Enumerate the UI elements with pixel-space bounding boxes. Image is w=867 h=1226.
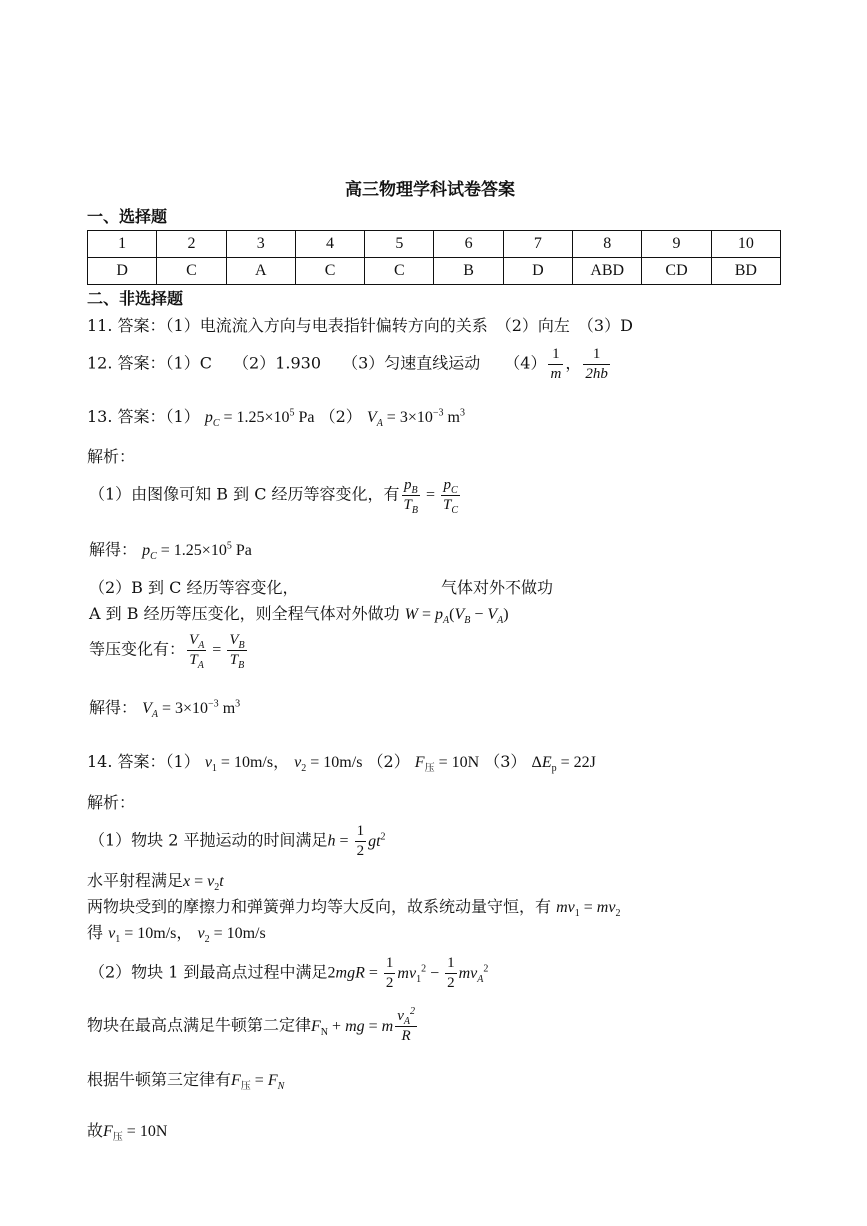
fraction-pb-over-tb: $\frac{p_B}{T_B}$ <box>403 477 418 516</box>
table-cell: D <box>88 258 157 285</box>
table-cell: 7 <box>503 231 572 258</box>
q13-line5: 等压变化有： $\frac{V_A}{T_A}$ = $\frac{V_B}{T_B}$ <box>89 632 245 671</box>
q14-analysis-label: 解析： <box>87 793 136 812</box>
formula-fpress: $F_压 = 10N$ <box>414 754 480 775</box>
q12-lead: 12. 答案：（1）C （2）1.930 （3）匀速直线运动 （4） <box>87 353 547 373</box>
formula-work: $W = p_A(V_B - V_A)$ <box>404 606 509 627</box>
q14-line7: 根据牛顿第三定律有$F_压 = F_N$ <box>87 1070 285 1093</box>
table-cell: ABD <box>573 258 642 285</box>
q14-line3: 两物块受到的摩擦力和弹簧弹力均等大反向，故系统动量守恒，有 $mv_1 = mv_2$ <box>87 897 621 920</box>
table-cell: 4 <box>295 231 364 258</box>
table-cell: 10 <box>711 231 780 258</box>
q14-line1: （1）物块 2 平抛运动的时间满足h = $\frac{1}{2}$ $gt^2$ <box>89 823 386 859</box>
q13-line4: A 到 B 经历等压变化，则全程气体对外做功 $W = p_A(V_B - V_A)$ <box>89 604 509 627</box>
fraction-vb-over-tb: $\frac{V_B}{T_B}$ <box>229 632 245 671</box>
q14-line8: 故$F_压 = 10N$ <box>87 1121 168 1144</box>
q11-answer: 11. 答案：（1）电流流入方向与电表指针偏转方向的关系 （2）向左 （3）D <box>87 316 633 335</box>
q14-line4: 得 $v_1 = 10m/s$， $v_2 = 10m/s$ <box>87 923 266 946</box>
table-cell: D <box>503 258 572 285</box>
q13-analysis-label: 解析： <box>87 447 136 466</box>
fraction-one-over-m: $\frac{1}{m}$ <box>550 346 562 382</box>
table-cell: A <box>226 258 295 285</box>
fraction-half: $\frac{1}{2}$ <box>385 955 394 991</box>
q13-line3b: 气体对外不做功 <box>441 578 554 597</box>
fraction-half: $\frac{1}{2}$ <box>447 955 455 991</box>
formula-v2: $v_2 = 10m/s$ <box>294 754 363 775</box>
formula-va: $V_A = 3\times 10^{-3}$ $m^3$ <box>366 407 465 430</box>
table-cell: CD <box>642 258 711 285</box>
table-cell: 5 <box>365 231 434 258</box>
section-heading-choice: 一、选择题 <box>87 207 168 226</box>
fraction-one-over-2hb: $\frac{1}{2hb}$ <box>585 346 608 382</box>
table-cell: 3 <box>226 231 295 258</box>
fraction-va2-over-r: $\frac{v_A^2}{R}$ <box>397 1006 415 1044</box>
answer-table <box>87 230 781 285</box>
table-cell: C <box>295 258 364 285</box>
q13-answer: 13. 答案：（1） $p_C = 1.25\times 10^5$ Pa （2） $V_A = 3\times 10^{-3}$ $m^3$ <box>87 407 465 430</box>
q13-line3a: （2）B 到 C 经历等容变化， <box>89 578 299 597</box>
table-row-answers <box>88 258 781 285</box>
page-title: 高三物理学科试卷答案 <box>345 180 515 200</box>
q13-line6: 解得： $V_A = 3\times 10^{-3}$ $m^3$ <box>89 698 241 721</box>
formula-va: $V_A = 3\times 10^{-3}$ $m^3$ <box>142 698 241 721</box>
fraction-va-over-ta: $\frac{V_A}{T_A}$ <box>189 632 205 671</box>
formula-pc: $p_C = 1.25\times 10^5$ Pa <box>142 540 252 563</box>
table-cell: C <box>157 258 226 285</box>
q14-line2: 水平射程满足$x = v_2t$ <box>87 871 224 894</box>
q13-line1: （1）由图像可知 B 到 C 经历等容变化，有 $\frac{p_B}{T_B}$ = $\frac{p_C}{T_C}$ <box>89 477 459 516</box>
table-cell: 8 <box>573 231 642 258</box>
table-cell: 9 <box>642 231 711 258</box>
table-cell: 2 <box>157 231 226 258</box>
table-cell: C <box>365 258 434 285</box>
fraction-half: $\frac{1}{2}$ <box>356 823 365 859</box>
formula-v1: $v_1 = 10m/s$ <box>204 754 274 775</box>
formula-pc: $p_C = 1.25\times 10^5$ Pa <box>204 407 315 430</box>
section-heading-nonchoice: 二、非选择题 <box>87 289 184 308</box>
formula-momentum: $mv_1 = mv_2$ <box>556 899 621 920</box>
table-cell: 6 <box>434 231 503 258</box>
q12-answer: 12. 答案：（1）C （2）1.930 （3）匀速直线运动 （4） $\frac{1}{m}$ ， $\frac{1}{2hb}$ <box>87 346 608 382</box>
q14-line5: （2）物块 1 到最高点过程中满足2mgR = $\frac{1}{2}$ $mv_1^2$ − $\frac{1}{2}$ $mv_A^2$ <box>89 955 489 991</box>
formula-delta-ep: $\Delta E_p = 22J$ <box>531 754 596 775</box>
q14-line6: 物块在最高点满足牛顿第二定律$F_N$ + mg = m $\frac{v_A^2}{R}$ <box>87 1006 415 1044</box>
table-cell: 1 <box>88 231 157 258</box>
table-row-numbers <box>88 231 781 258</box>
fraction-pc-over-tc: $\frac{p_C}{T_C}$ <box>443 477 459 516</box>
table-cell: B <box>434 258 503 285</box>
q14-answer: 14. 答案：（1） $v_1 = 10m/s$， $v_2 = 10m/s$ （2） $F_压 = 10N$ （3） $\Delta E_p = 22J$ <box>87 752 596 775</box>
q13-line2: 解得： $p_C = 1.25\times 10^5$ Pa <box>89 540 252 563</box>
table-cell: BD <box>711 258 780 285</box>
